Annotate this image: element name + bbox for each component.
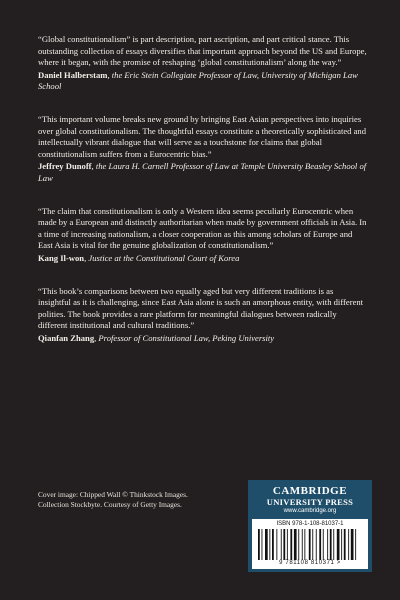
barcode-bars bbox=[258, 529, 362, 560]
quote-author-role: Justice at the Constitutional Court of Korea bbox=[88, 252, 240, 263]
publisher-name: CAMBRIDGE bbox=[272, 485, 348, 497]
quote-author: Jeffrey Dunoff bbox=[38, 161, 92, 172]
publisher-panel bbox=[248, 480, 372, 572]
cover-image-credit: Cover image: Chipped Wall © Thinkstock Images. Collection Stockbyte. Courtesy of Getty Images. bbox=[38, 490, 188, 509]
endorsements bbox=[38, 34, 368, 365]
quote-author-role: Professor of Constitutional Law, Peking University bbox=[98, 332, 275, 343]
publisher-url: www.cambridge.org bbox=[283, 508, 337, 514]
barcode-digits: 9 781108 810371 > bbox=[279, 560, 341, 566]
quote-attribution: Qianfan Zhang, Professor of Constitutional Law, Peking University bbox=[38, 332, 275, 343]
quote-text: “Global constitutionalism” is part description, part ascription, and part critical stance. This outstanding collection of essays diversifies that important approach beyond the US and Europe, where it began, with the promise of reshaping ‘global constitutionalism’ along the way.” bbox=[38, 34, 367, 68]
barcode bbox=[252, 519, 368, 569]
isbn-label: ISBN 978-1-108-81037-1 bbox=[276, 521, 344, 527]
quote-author-role: the Laura H. Carnell Professor of Law at Temple University Beasley School of Law bbox=[38, 161, 367, 183]
endorsement-quote bbox=[38, 286, 368, 345]
quote-author: Kang Il-won bbox=[38, 252, 85, 263]
endorsement-quote bbox=[38, 206, 368, 265]
endorsement-quote bbox=[38, 34, 368, 93]
quote-author-role: the Eric Stein Collegiate Professor of Law, University of Michigan Law School bbox=[38, 69, 358, 92]
quote-author: Qianfan Zhang bbox=[38, 332, 95, 343]
quote-attribution: Jeffrey Dunoff, the Laura H. Carnell Professor of Law at Temple University Beasley School of Law bbox=[38, 161, 367, 183]
quote-text: “This book’s comparisons between two equally aged but very different traditions is as insightful as it is challenging, since East Asia alone is such an amorphous entity, with different polities. The book provides a rare platform for meaningful dialogues between radically different institutional and cultural traditions.” bbox=[38, 285, 364, 331]
endorsement-quote bbox=[38, 114, 368, 185]
quote-attribution: Daniel Halberstam, the Eric Stein Collegiate Professor of Law, University of Michigan Law School bbox=[38, 69, 358, 92]
quote-text: “This important volume breaks new ground by bringing East Asian perspectives into inquiries over global constitutionalism. The thoughtful essays constitute a theoretically sophisticated and intellectually vibrant dialogue that will serve as a touchstone for claims that global constitutionalism suffers from a Eurocentric bias.” bbox=[38, 113, 367, 159]
publisher-press: UNIVERSITY PRESS bbox=[266, 497, 354, 507]
quote-text: “The claim that constitutionalism is only a Western idea seems peculiarly Eurocentric when made by a European and distinctly authoritarian when made by government officials in Asia. In a time of increasing nationalism, a closer cooperation as this among scholars of Europe and East Asia is vital for the genuine globalization of constitutionalism.” bbox=[38, 205, 367, 251]
quote-attribution: Kang Il-won, Justice at the Constitutional Court of Korea bbox=[38, 252, 240, 263]
quote-author: Daniel Halberstam bbox=[38, 69, 108, 80]
